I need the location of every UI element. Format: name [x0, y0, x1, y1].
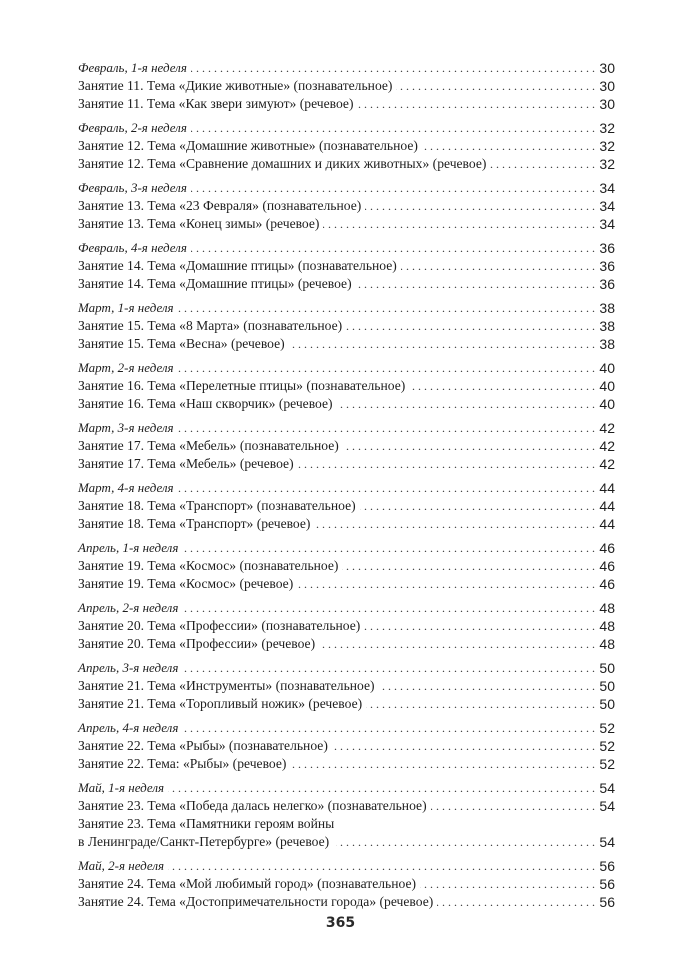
dot-leader — [191, 239, 595, 257]
toc-entry[interactable] — [78, 317, 615, 335]
dot-leader — [365, 197, 595, 215]
dot-leader — [297, 575, 595, 593]
dot-leader — [343, 437, 595, 455]
week-label: Февраль, 4-я неделя — [78, 240, 187, 255]
toc-week-heading[interactable] — [78, 779, 615, 797]
dot-leader — [298, 455, 595, 473]
dot-leader — [422, 137, 595, 155]
toc-week-heading[interactable] — [78, 857, 615, 875]
page-ref: 34 — [599, 180, 615, 196]
dot-leader — [168, 779, 595, 797]
toc-group — [78, 659, 615, 713]
entry-label: Занятие 12. Тема «Домашние животные» (познавательное) — [78, 138, 418, 153]
entry-label: Занятие 21. Тема «Торопливый ножик» (речевое) — [78, 696, 363, 711]
dot-leader — [182, 539, 595, 557]
page-ref: 48 — [599, 636, 615, 652]
dot-leader — [182, 599, 595, 617]
dot-leader — [356, 275, 595, 293]
toc-group — [78, 299, 615, 353]
toc-group — [78, 857, 615, 911]
entry-label: Занятие 22. Тема «Рыбы» (познавательное) — [78, 738, 328, 753]
toc-entry[interactable] — [78, 797, 615, 815]
toc-group — [78, 179, 615, 233]
dot-leader — [364, 617, 595, 635]
dot-leader — [337, 395, 595, 413]
entry-label: Занятие 24. Тема «Достопримечательности города» (речевое) — [78, 894, 434, 909]
toc-week-heading[interactable] — [78, 719, 615, 737]
toc-entry[interactable] — [78, 515, 615, 533]
entry-label: Занятие 20. Тема «Профессии» (речевое) — [78, 636, 316, 651]
page-ref: 32 — [599, 156, 615, 172]
dot-leader — [490, 155, 595, 173]
page-ref: 42 — [599, 456, 615, 472]
entry-label: Занятие 11. Тема «Как звери зимуют» (речевое) — [78, 96, 354, 111]
page-ref: 34 — [599, 198, 615, 214]
entry-label: Занятие 23. Тема «Победа далась нелегко» (познавательное) — [78, 798, 427, 813]
page-number: 365 — [325, 915, 356, 931]
entry-label: Занятие 14. Тема «Домашние птицы» (речевое) — [78, 276, 352, 291]
page-ref: 32 — [599, 138, 615, 154]
entry-label: Занятие 15. Тема «Весна» (речевое) — [78, 336, 285, 351]
dot-leader — [366, 695, 595, 713]
dot-leader — [182, 719, 595, 737]
page-ref: 34 — [599, 216, 615, 232]
toc-week-heading[interactable] — [78, 179, 615, 197]
dot-leader — [401, 257, 595, 275]
page-ref: 56 — [599, 876, 615, 892]
page-ref: 52 — [599, 756, 615, 772]
page-ref: 46 — [599, 558, 615, 574]
page-ref: 46 — [599, 576, 615, 592]
week-label: Апрель, 2-я неделя — [78, 600, 179, 615]
toc-entry[interactable] — [78, 95, 615, 113]
week-label: Март, 2-я неделя — [78, 360, 174, 375]
dot-leader — [437, 893, 595, 911]
dot-leader — [409, 377, 595, 395]
toc-entry[interactable] — [78, 557, 615, 575]
toc-entry[interactable] — [78, 575, 615, 593]
toc-entry[interactable] — [78, 737, 615, 755]
page-ref: 30 — [599, 96, 615, 112]
dot-leader — [191, 119, 595, 137]
toc-group — [78, 239, 615, 293]
page-ref: 40 — [599, 396, 615, 412]
page-ref: 38 — [599, 336, 615, 352]
toc-entry[interactable] — [78, 875, 615, 893]
toc-group — [78, 599, 615, 653]
toc-week-heading[interactable] — [78, 119, 615, 137]
week-label: Февраль, 2-я неделя — [78, 120, 187, 135]
page-ref: 36 — [599, 240, 615, 256]
entry-label: Занятие 18. Тема «Транспорт» (познавательное) — [78, 498, 356, 513]
toc-group — [78, 359, 615, 413]
week-label: Февраль, 3-я неделя — [78, 180, 187, 195]
toc-entry[interactable] — [78, 257, 615, 275]
dot-leader — [420, 875, 595, 893]
dot-leader — [332, 737, 595, 755]
page-ref: 50 — [599, 678, 615, 694]
toc-week-heading[interactable] — [78, 599, 615, 617]
page-ref: 52 — [599, 738, 615, 754]
entry-label: Занятие 17. Тема «Мебель» (познавательное) — [78, 438, 339, 453]
page-ref: 48 — [599, 618, 615, 634]
page-ref: 56 — [599, 858, 615, 874]
toc-entry[interactable] — [78, 77, 615, 95]
toc-entry[interactable] — [78, 695, 615, 713]
toc-entry[interactable] — [78, 137, 615, 155]
page-ref: 48 — [599, 600, 615, 616]
toc-week-heading[interactable] — [78, 239, 615, 257]
toc-week-heading[interactable] — [78, 659, 615, 677]
toc-group — [78, 419, 615, 473]
toc-group — [78, 779, 615, 851]
entry-label-line-2: в Ленинграде/Санкт-Петербурге» (речевое) — [78, 834, 330, 849]
dot-leader — [178, 419, 595, 437]
entry-label: Занятие 22. Тема: «Рыбы» (речевое) — [78, 756, 287, 771]
toc-group — [78, 479, 615, 533]
page-ref: 42 — [599, 420, 615, 436]
page-ref: 30 — [599, 60, 615, 76]
toc-entry[interactable] — [78, 635, 615, 653]
entry-label: Занятие 12. Тема «Сравнение домашних и диких животных» (речевое) — [78, 156, 487, 171]
dot-leader — [431, 797, 595, 815]
dot-leader — [379, 677, 595, 695]
entry-label: Занятие 19. Тема «Космос» (познавательное) — [78, 558, 339, 573]
page-ref: 54 — [599, 834, 615, 850]
entry-label: Занятие 24. Тема «Мой любимый город» (познавательное) — [78, 876, 417, 891]
dot-leader — [358, 95, 596, 113]
week-label: Апрель, 3-я неделя — [78, 660, 179, 675]
dot-leader — [191, 59, 595, 77]
entry-label: Занятие 21. Тема «Инструменты» (познавательное) — [78, 678, 375, 693]
toc-entry[interactable] — [78, 395, 615, 413]
dot-leader — [178, 359, 595, 377]
dot-leader — [342, 557, 595, 575]
entry-label: Занятие 13. Тема «23 Февраля» (познавательное) — [78, 198, 362, 213]
toc-week-heading[interactable] — [78, 479, 615, 497]
entry-label: Занятие 17. Тема «Мебель» (речевое) — [78, 456, 294, 471]
toc-week-heading[interactable] — [78, 299, 615, 317]
page-ref: 44 — [599, 516, 615, 532]
page-ref: 42 — [599, 438, 615, 454]
dot-leader — [323, 215, 595, 233]
dot-leader — [319, 635, 595, 653]
toc-entry[interactable] — [78, 617, 615, 635]
entry-label: Занятие 13. Тема «Конец зимы» (речевое) — [78, 216, 320, 231]
toc-entry[interactable] — [78, 437, 615, 455]
page-ref: 46 — [599, 540, 615, 556]
week-label: Май, 2-я неделя — [78, 858, 165, 873]
toc-entry[interactable] — [78, 215, 615, 233]
dot-leader — [168, 857, 595, 875]
week-label: Февраль, 1-я неделя — [78, 60, 187, 75]
page-ref: 36 — [599, 258, 615, 274]
dot-leader — [290, 755, 595, 773]
entry-label: Занятие 18. Тема «Транспорт» (речевое) — [78, 516, 311, 531]
toc-entry[interactable] — [78, 335, 615, 353]
entry-label: Занятие 20. Тема «Профессии» (познавательное) — [78, 618, 361, 633]
dot-leader — [396, 77, 595, 95]
week-label: Март, 1-я неделя — [78, 300, 174, 315]
entry-label: Занятие 11. Тема «Дикие животные» (познавательное) — [78, 78, 393, 93]
dot-leader — [191, 179, 595, 197]
page-ref: 32 — [599, 120, 615, 136]
toc-entry[interactable] — [78, 677, 615, 695]
page-ref: 44 — [599, 480, 615, 496]
page-ref: 52 — [599, 720, 615, 736]
dot-leader — [178, 479, 595, 497]
toc-entry[interactable] — [78, 755, 615, 773]
dot-leader — [314, 515, 595, 533]
toc-entry[interactable] — [78, 155, 615, 173]
toc-group — [78, 539, 615, 593]
toc-week-heading[interactable] — [78, 419, 615, 437]
week-label: Март, 4-я неделя — [78, 480, 174, 495]
toc-entry[interactable] — [78, 377, 615, 395]
page-ref: 36 — [599, 276, 615, 292]
dot-leader — [336, 833, 595, 851]
page-ref: 54 — [599, 780, 615, 796]
table-of-contents — [78, 59, 615, 917]
entry-label: Занятие 15. Тема «8 Марта» (познавательное) — [78, 318, 343, 333]
toc-week-heading[interactable] — [78, 539, 615, 557]
entry-label: Занятие 16. Тема «Перелетные птицы» (познавательное) — [78, 378, 406, 393]
entry-label: Занятие 19. Тема «Космос» (речевое) — [78, 576, 294, 591]
week-label: Апрель, 1-я неделя — [78, 540, 179, 555]
dot-leader — [346, 317, 595, 335]
toc-entry[interactable] — [78, 197, 615, 215]
toc-week-heading[interactable] — [78, 359, 615, 377]
page-ref: 30 — [599, 78, 615, 94]
dot-leader — [360, 497, 595, 515]
toc-group — [78, 59, 615, 113]
week-label: Март, 3-я неделя — [78, 420, 174, 435]
week-label: Май, 1-я неделя — [78, 780, 165, 795]
dot-leader — [289, 335, 595, 353]
entry-label: Занятие 16. Тема «Наш скворчик» (речевое) — [78, 396, 333, 411]
page-ref: 50 — [599, 696, 615, 712]
page-ref: 40 — [599, 378, 615, 394]
page-ref: 50 — [599, 660, 615, 676]
toc-group — [78, 719, 615, 773]
page-ref: 38 — [599, 300, 615, 316]
entry-label — [78, 815, 334, 851]
page-ref: 54 — [599, 798, 615, 814]
toc-entry[interactable] — [78, 455, 615, 473]
dot-leader — [182, 659, 595, 677]
toc-group — [78, 119, 615, 173]
toc-entry[interactable] — [78, 893, 615, 911]
entry-label: Занятие 14. Тема «Домашние птицы» (познавательное) — [78, 258, 397, 273]
toc-week-heading[interactable] — [78, 59, 615, 77]
dot-leader — [178, 299, 595, 317]
week-label: Апрель, 4-я неделя — [78, 720, 179, 735]
entry-label-line-1: Занятие 23. Тема «Памятники героям войны — [78, 816, 335, 831]
page-ref: 44 — [599, 498, 615, 514]
toc-entry[interactable] — [78, 497, 615, 515]
page-ref: 56 — [599, 894, 615, 910]
page-ref: 38 — [599, 318, 615, 334]
page-ref: 40 — [599, 360, 615, 376]
toc-entry[interactable] — [78, 275, 615, 293]
toc-entry[interactable] — [78, 815, 615, 851]
